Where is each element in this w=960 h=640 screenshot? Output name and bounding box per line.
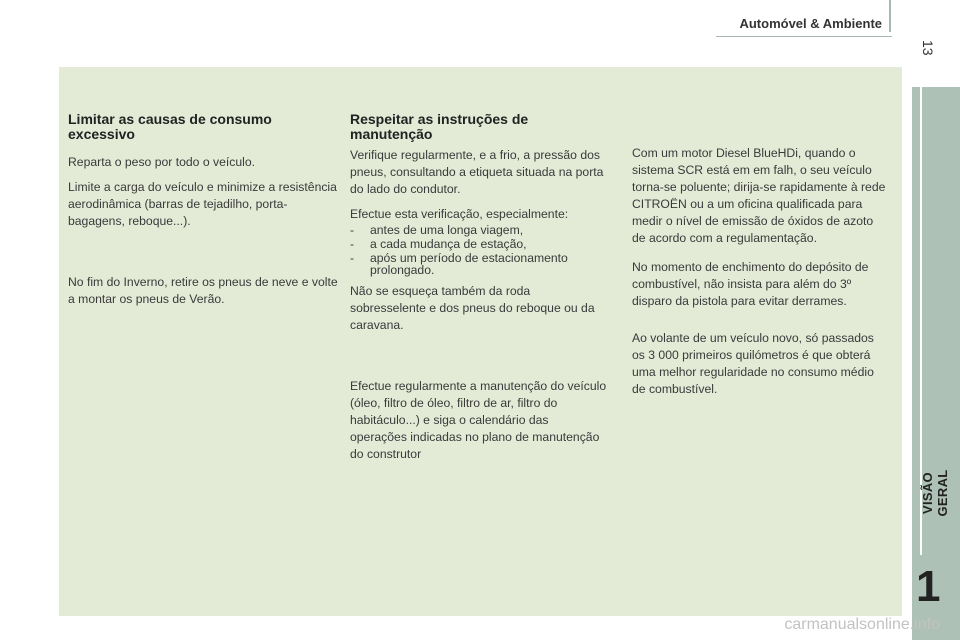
watermark: carmanualsonline.info: [784, 616, 940, 633]
section-heading-maintenance: Respeitar as instruções de manutenção: [350, 111, 529, 142]
header-vertical-rule: [889, 0, 891, 32]
list-item: - após um período de estacionamento prolongado.: [350, 251, 568, 277]
header-rule: [716, 36, 892, 37]
check-list: [350, 224, 608, 276]
paragraph-check-intro: Efectue esta verificação, especialmente:: [350, 207, 569, 221]
paragraph-winter-tyres: No fim do Inverno, retire os pneus de neve e volte a montar os pneus de Verão.: [68, 275, 338, 306]
paragraph-servicing: Efectue regularmente a manutenção do veículo (óleo, filtro de óleo, filtro de ar, filtro do habitáculo...) e siga o calendário das operações indicadas no plano de manutenção do construtor: [350, 379, 607, 461]
paragraph-tyre-pressure: Verifique regularmente, e a frio, a pressão dos pneus, consultando a etiqueta situada na porta do lado do condutor.: [350, 148, 604, 196]
page-number: 13: [920, 40, 936, 56]
column-diesel-and-fuel: [632, 145, 890, 406]
paragraph-weight: Reparta o peso por todo o veículo.: [68, 155, 255, 169]
column-maintenance: [350, 112, 608, 471]
paragraph-refuelling: No momento de enchimento do depósito de combustível, não insista para além do 3º disparo da pistola para evitar derrames.: [632, 260, 869, 308]
paragraph-load: Limite a carga do veículo e minimize a resistência aerodinâmica (barras de tejadilho, porta-bagagens, reboque...).: [68, 180, 337, 228]
section-heading-consumption: Limitar as causas de consumo excessivo: [68, 111, 272, 142]
column-excessive-consumption: [68, 112, 338, 316]
paragraph-spare-wheel: Não se esqueça também da roda sobresselente e dos pneus do reboque ou da caravana.: [350, 284, 595, 332]
paragraph-new-vehicle: Ao volante de um veículo novo, só passados os 3 000 primeiros quilómetros é que obterá uma melhor regularidade no consumo médio de combustível.: [632, 331, 874, 396]
list-item: - antes de uma longa viagem,: [350, 223, 524, 237]
list-item: - a cada mudança de estação,: [350, 237, 527, 251]
paragraph-bluehdi-scr: Com um motor Diesel BlueHDi, quando o sistema SCR está em em falh, o seu veículo torna-se poluente; dirija-se rapidamente à rede CITROËN ou a um oficina qualificada para medir o nível de emissão de óxidos de azoto de acordo com a regulamentação.: [632, 146, 886, 245]
side-tab-label: VISÃO GERAL: [920, 469, 950, 517]
side-tab: [912, 87, 960, 640]
header-title: Automóvel & Ambiente: [739, 16, 882, 31]
chapter-number: 1: [916, 562, 941, 611]
